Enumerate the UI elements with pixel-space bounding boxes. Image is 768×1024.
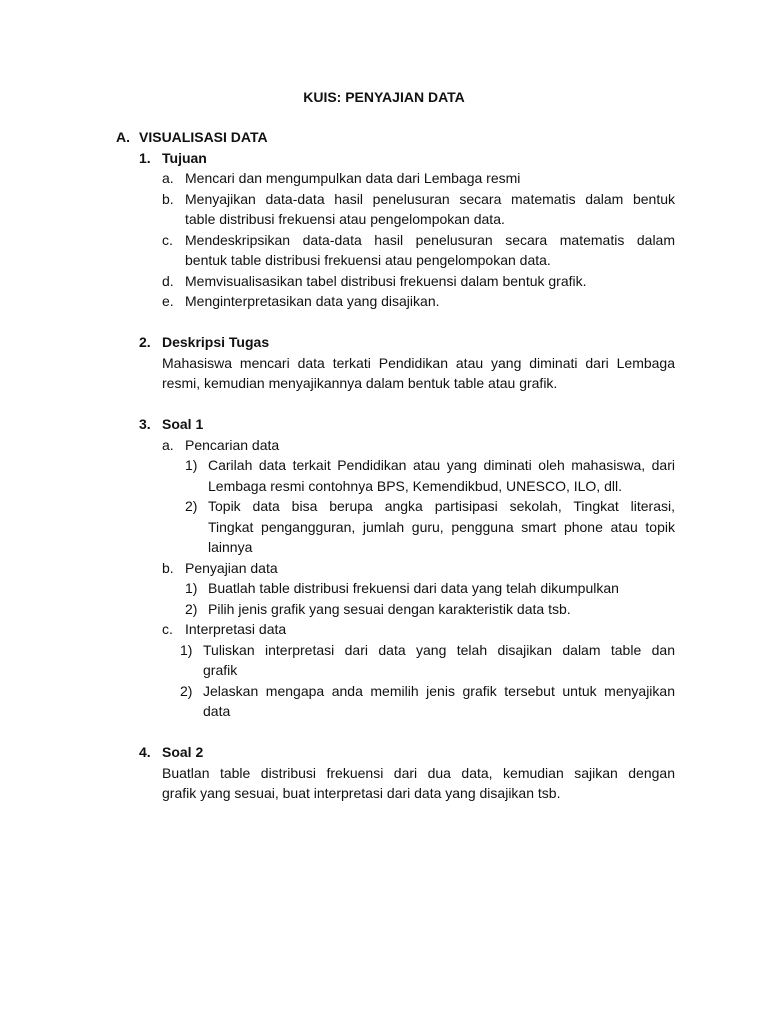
s3-b-marker: b. — [162, 560, 174, 576]
s3-b1-line: Buatlah table distribusi frekuensi dari data yang telah dikumpulkan — [208, 580, 619, 596]
s1-item-b-marker: b. — [162, 191, 174, 207]
s3-marker: 3. — [139, 416, 151, 432]
s3-a2-marker: 2) — [185, 498, 198, 514]
s4-line: grafik yang sesuai, buat interpretasi dari data yang disajikan tsb. — [162, 785, 561, 801]
s3-c2-line: data — [203, 703, 231, 719]
s3-c-label: Interpretasi data — [185, 621, 287, 637]
s1-heading: Tujuan — [162, 150, 207, 166]
s3-c2-line: Jelaskan mengapa anda memilih jenis grafik tersebut untuk menyajikan — [203, 683, 675, 699]
s3-c1-line: grafik — [203, 662, 238, 678]
s3-a2-line: lainnya — [208, 539, 253, 555]
s2-line: Mahasiswa mencari data terkati Pendidikan atau yang diminati dari Lembaga — [162, 355, 675, 371]
s1-item-a-line: Mencari dan mengumpulkan data dari Lembaga resmi — [185, 170, 521, 186]
s1-item-e-marker: e. — [162, 293, 174, 309]
s1-item-c-line: bentuk table distribusi frekuensi atau pengelompokan data. — [185, 252, 551, 268]
document-title: KUIS: PENYAJIAN DATA — [303, 89, 465, 105]
s3-a1-line: Carilah data terkait Pendidikan atau yang diminati oleh mahasiswa, dari — [208, 457, 675, 473]
s1-item-a-marker: a. — [162, 170, 174, 186]
s1-item-b-line: Menyajikan data-data hasil penelusuran secara matematis dalam bentuk — [185, 191, 675, 207]
section-a-heading: VISUALISASI DATA — [139, 129, 268, 145]
s3-c-marker: c. — [162, 621, 173, 637]
s4-marker: 4. — [139, 744, 151, 760]
s3-a-label: Pencarian data — [185, 437, 280, 453]
s2-marker: 2. — [139, 334, 151, 350]
s3-a2-line: Topik data bisa berupa angka partisipasi sekolah, Tingkat literasi, — [208, 498, 675, 514]
section-a-marker: A. — [116, 129, 130, 145]
s1-item-d-line: Memvisualisasikan tabel distribusi frekuensi dalam bentuk grafik. — [185, 273, 587, 289]
s3-c2-marker: 2) — [180, 683, 193, 699]
s3-a1-line: Lembaga resmi contohnya BPS, Kemendikbud, UNESCO, ILO, dll. — [208, 478, 622, 494]
s3-b2-marker: 2) — [185, 601, 198, 617]
s1-item-e-line: Menginterpretasikan data yang disajikan. — [185, 293, 440, 309]
s3-heading: Soal 1 — [162, 416, 204, 432]
s1-item-c-line: Mendeskripsikan data-data hasil penelusuran secara matematis dalam — [185, 232, 675, 248]
s1-marker: 1. — [139, 150, 151, 166]
s2-line: resmi, kemudian menyajikannya dalam bentuk table atau grafik. — [162, 375, 558, 391]
s4-line: Buatlan table distribusi frekuensi dari dua data, kemudian sajikan dengan — [162, 765, 675, 781]
s3-c1-marker: 1) — [180, 642, 193, 658]
s3-a-marker: a. — [162, 437, 174, 453]
s4-heading: Soal 2 — [162, 744, 204, 760]
s3-c1-line: Tuliskan interpretasi dari data yang telah disajikan dalam table dan — [203, 642, 675, 658]
s1-item-c-marker: c. — [162, 232, 173, 248]
s1-item-d-marker: d. — [162, 273, 174, 289]
s3-b2-line: Pilih jenis grafik yang sesuai dengan karakteristik data tsb. — [208, 601, 571, 617]
s3-a2-line: Tingkat pengangguran, jumlah guru, pengguna smart phone atau topik — [208, 519, 675, 535]
s2-heading: Deskripsi Tugas — [162, 334, 270, 350]
s3-a1-marker: 1) — [185, 457, 198, 473]
s3-b-label: Penyajian data — [185, 560, 278, 576]
s3-b1-marker: 1) — [185, 580, 198, 596]
s1-item-b-line: table distribusi frekuensi atau pengelompokan data. — [185, 211, 505, 227]
